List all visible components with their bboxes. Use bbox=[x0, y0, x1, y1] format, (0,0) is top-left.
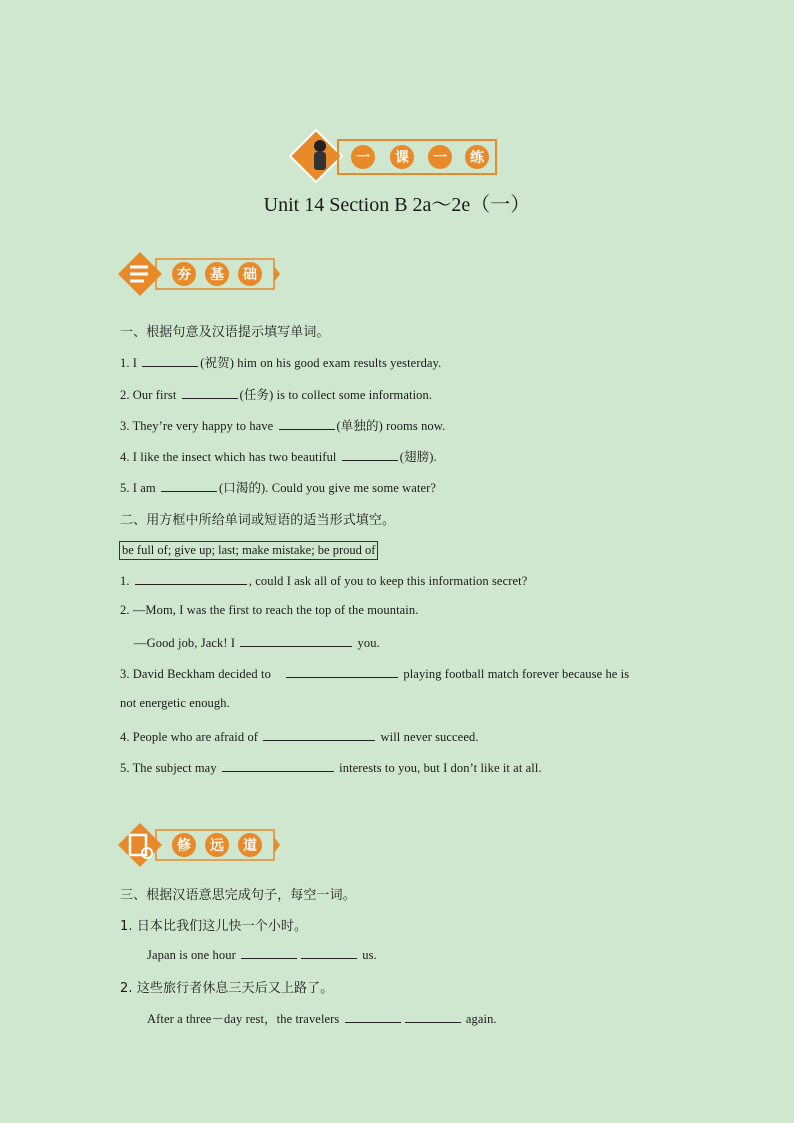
answer-blank bbox=[135, 572, 247, 585]
answer-blank bbox=[241, 946, 297, 959]
part2-heading: 二、用方框中所给单词或短语的适当形式填空。 bbox=[120, 513, 396, 528]
part2-item: 2. —Mom, I was the first to reach the top of the mountain. bbox=[120, 603, 419, 617]
logo-char-4: 练 bbox=[470, 150, 484, 166]
part3-item: After a three－day rest，the travelers again. bbox=[147, 1012, 497, 1026]
part1-item: 2. Our first (任务) is to collect some information. bbox=[120, 388, 433, 402]
part1-item: 5. I am (口渴的). Could you give me some water? bbox=[120, 481, 437, 495]
word-box: be full of; give up; last; make mistake; be proud of bbox=[119, 541, 378, 560]
badge-char: 夯 bbox=[177, 267, 191, 283]
part2-item: not energetic enough. bbox=[120, 696, 230, 710]
part3-item-cn: 2. 这些旅行者休息三天后又上路了。 bbox=[120, 981, 334, 996]
part1-heading: 一、根据句意及汉语提示填写单词。 bbox=[120, 325, 330, 340]
badge-char: 修 bbox=[177, 838, 191, 854]
section-badge-advanced bbox=[118, 822, 280, 868]
answer-blank bbox=[263, 728, 375, 741]
part1-item: 3. They’re very happy to have (单独的) rooms now. bbox=[120, 419, 446, 433]
answer-blank bbox=[342, 448, 398, 461]
badge-char: 远 bbox=[210, 838, 224, 854]
person-icon bbox=[314, 140, 326, 152]
part2-item: 5. The subject may interests to you, but I don’t like it at all. bbox=[120, 761, 542, 775]
part2-item: 1. , could I ask all of you to keep this information secret? bbox=[120, 574, 528, 588]
part3-item-cn: 1. 日本比我们这儿快一个小时。 bbox=[120, 919, 308, 934]
answer-blank bbox=[286, 665, 398, 678]
answer-blank bbox=[222, 759, 334, 772]
logo-char-2: 课 bbox=[395, 150, 409, 166]
answer-blank bbox=[345, 1010, 401, 1023]
answer-blank bbox=[279, 417, 335, 430]
page-title: Unit 14 Section B 2a～2e（一） bbox=[263, 194, 531, 216]
part1-item: 1. I (祝贺) him on his good exam results yesterday. bbox=[120, 356, 442, 370]
part2-item: —Good job, Jack! I you. bbox=[134, 636, 380, 650]
lesson-logo bbox=[288, 128, 500, 186]
part3-heading: 三、根据汉语意思完成句子，每空一词。 bbox=[120, 888, 356, 903]
part2-item: 4. People who are afraid of will never succeed. bbox=[120, 730, 479, 744]
answer-blank bbox=[301, 946, 357, 959]
section-badge-basic bbox=[118, 251, 280, 297]
part3-item: Japan is one hour us. bbox=[147, 948, 377, 962]
answer-blank bbox=[240, 634, 352, 647]
part2-item: 3. David Beckham decided to playing football match forever because he is bbox=[120, 667, 630, 681]
answer-blank bbox=[405, 1010, 461, 1023]
logo-char-1: 一 bbox=[356, 150, 370, 166]
part1-item: 4. I like the insect which has two beautiful (翅膀). bbox=[120, 450, 437, 464]
badge-char: 础 bbox=[243, 267, 257, 283]
answer-blank bbox=[142, 354, 198, 367]
answer-blank bbox=[182, 386, 238, 399]
answer-blank bbox=[161, 479, 217, 492]
badge-char: 基 bbox=[210, 267, 224, 283]
logo-char-3: 一 bbox=[433, 150, 447, 166]
badge-char: 道 bbox=[243, 838, 257, 854]
